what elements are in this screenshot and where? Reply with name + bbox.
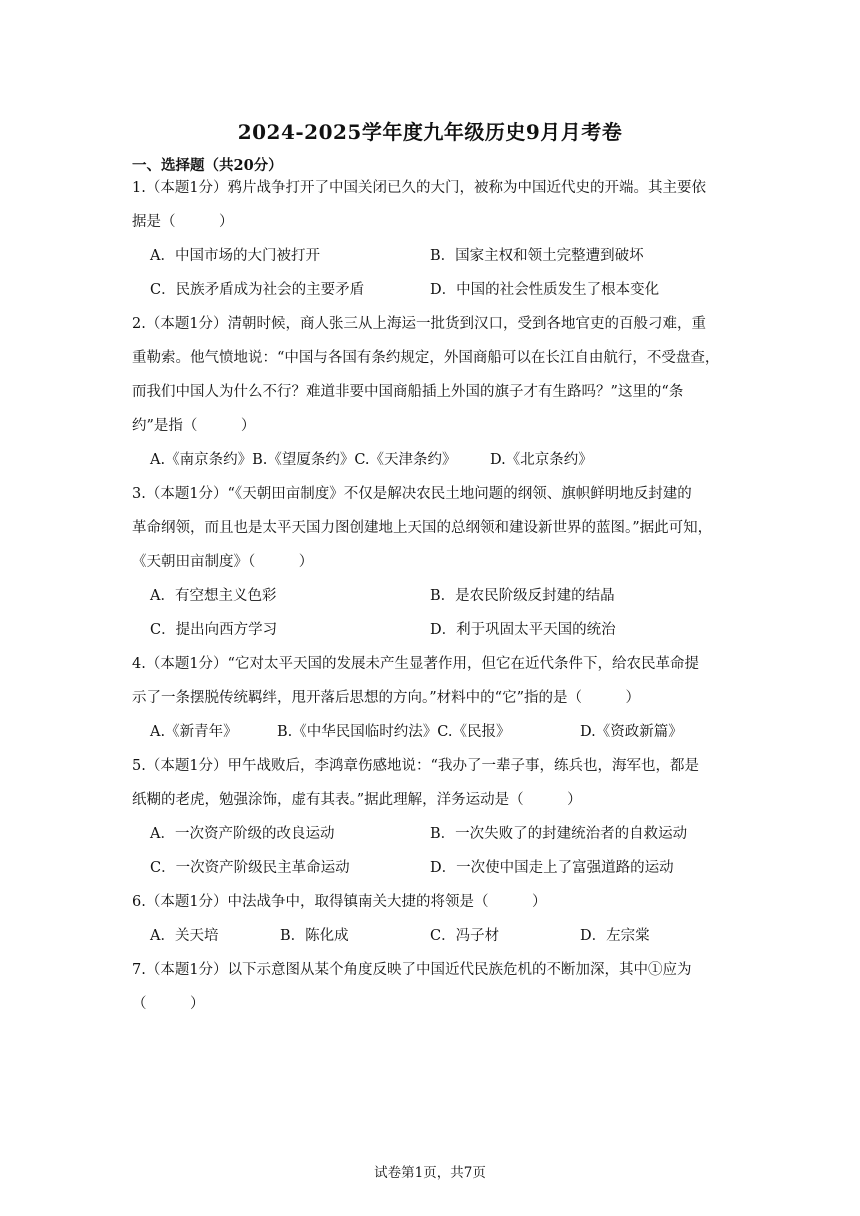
question-1-option-b: B．国家主权和领土完整遭到破坏 [430, 248, 644, 264]
question-3-line-1: 3.（本题1分）“《天朝田亩制度》不仅是解决农民土地问题的纲领、旗帜鲜明地反封建的 [132, 486, 692, 502]
question-6-option-b: B．陈化成 [280, 928, 349, 944]
question-3-option-c: C．提出向西方学习 [150, 622, 278, 638]
question-4-option-d: D.《资政新篇》 [580, 724, 683, 740]
question-1-option-a: A．中国市场的大门被打开 [150, 248, 320, 264]
section-heading: 一、选择题（共20分） [132, 157, 283, 174]
question-3-option-a: A．有空想主义色彩 [150, 588, 277, 604]
question-3-line-2: 革命纲领，而且也是太平天国力图创建地上天国的总纲领和建设新世界的蓝图。”据此可知， [132, 520, 713, 536]
question-4-line-2: 示了一条摆脱传统羁绊，甩开落后思想的方向。”材料中的“它”指的是（ ） [132, 690, 640, 706]
question-2-line-2: 重勒索。他气愤地说：“中国与各国有条约规定，外国商船可以在长江自由航行，不受盘查， [132, 350, 720, 366]
exam-title: 2024-2025学年度九年级历史9月月考卷 [237, 120, 623, 144]
question-5-option-c: C．一次资产阶级民主革命运动 [150, 860, 350, 876]
question-2-line-1: 2.（本题1分）清朝时候，商人张三从上海运一批货到汉口，受到各地官吏的百般刁难，重 [132, 316, 707, 332]
question-6-option-a: A．关天培 [150, 928, 219, 944]
question-6-option-d: D．左宗棠 [580, 928, 650, 944]
question-2-line-4: 约”是指（ ） [132, 418, 256, 434]
question-3-line-3: 《天朝田亩制度》（ ） [132, 554, 314, 570]
question-2-line-3: 而我们中国人为什么不行？难道非要中国商船插上外国的旗子才有生路吗？”这里的“条 [132, 384, 684, 400]
question-4-options-bc: B.《中华民国临时约法》C.《民报》 [277, 724, 511, 740]
question-1-line-1: 1.（本题1分）鸦片战争打开了中国关闭已久的大门，被称为中国近代史的开端。其主要依 [132, 180, 707, 196]
question-4-option-a: A.《新青年》 [150, 724, 238, 740]
question-3-option-b: B．是农民阶级反封建的结晶 [430, 588, 615, 604]
question-2-option-d: D.《北京条约》 [490, 452, 593, 468]
question-5-option-d: D．一次使中国走上了富强道路的运动 [430, 860, 674, 876]
question-5-option-b: B．一次失败了的封建统治者的自救运动 [430, 826, 688, 842]
question-5-line-1: 5.（本题1分）甲午战败后，李鸿章伤感地说：“我办了一辈子事，练兵也，海军也，都是 [132, 758, 699, 774]
question-1-option-c: C．民族矛盾成为社会的主要矛盾 [150, 282, 365, 298]
question-1-line-2: 据是（ ） [132, 214, 234, 230]
question-5-line-2: 纸糊的老虎，勉强涂饰，虚有其表。”据此理解，洋务运动是（ ） [132, 792, 582, 808]
question-3-option-d: D．利于巩固太平天国的统治 [430, 622, 616, 638]
question-5-option-a: A．一次资产阶级的改良运动 [150, 826, 335, 842]
question-2-options-abc: A.《南京条约》B.《望厦条约》C.《天津条约》 [150, 452, 457, 468]
page-footer: 试卷第1页，共7页 [374, 1165, 486, 1181]
question-4-line-1: 4.（本题1分）“它对太平天国的发展未产生显著作用，但它在近代条件下，给农民革命提 [132, 656, 699, 672]
question-6-option-c: C．冯子材 [430, 928, 500, 944]
question-7-line-2: （ ） [132, 996, 205, 1012]
question-1-option-d: D．中国的社会性质发生了根本变化 [430, 282, 660, 298]
question-6-line-1: 6.（本题1分）中法战争中，取得镇南关大捷的将领是（ ） [132, 894, 547, 910]
question-7-line-1: 7.（本题1分）以下示意图从某个角度反映了中国近代民族危机的不断加深，其中①应为 [132, 962, 692, 978]
